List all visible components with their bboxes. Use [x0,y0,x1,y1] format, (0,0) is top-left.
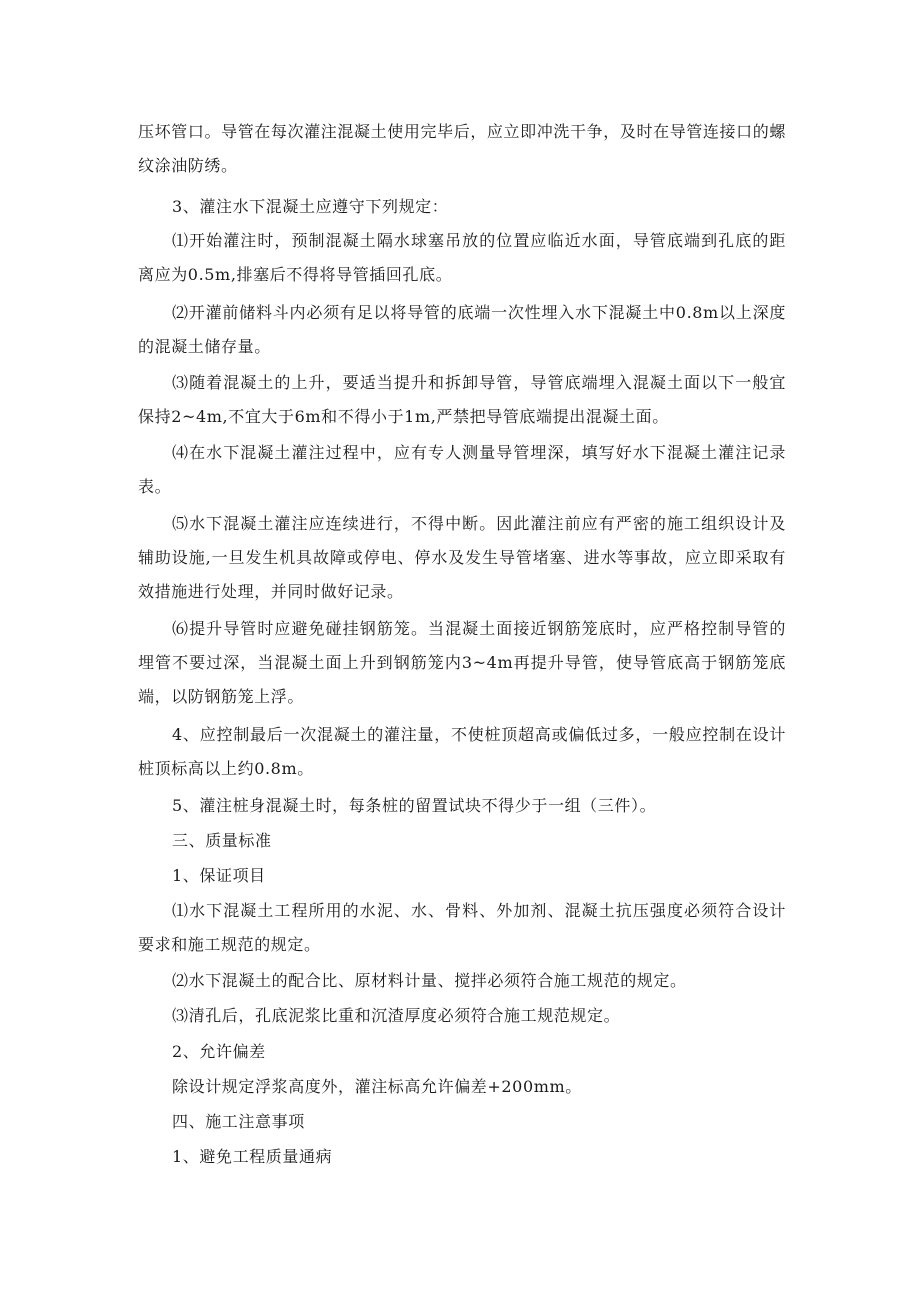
subheading-avoid-quality-defects: 1、避免工程质量通病 [172,1147,333,1166]
paragraph-subitem-6: ⑹提升导管时应避免碰挂钢筋笼。当混凝土面接近钢筋笼底时，应严格控制导管的埋管不要过深，当混凝土面上升到钢筋笼内3~4m再提升导管，使导管底高于钢筋笼底端，以防钢筋笼上浮。 [138,619,786,706]
paragraph-subitem-3: ⑶随着混凝土的上升，要适当提升和拆卸导管，导管底端埋入混凝土面以下一般宜保持2~4m,不宜大于6m和不得小于1m,严禁把导管底端提出混凝土面。 [138,373,786,426]
section-heading-construction-notes: 四、施工注意事项 [172,1112,305,1131]
paragraph-item-5: 5、灌注桩身混凝土时，每条桩的留置试块不得少于一组（三件）。 [172,796,657,815]
subheading-guarantee-items: 1、保证项目 [172,866,266,885]
paragraph-item-4: 4、应控制最后一次混凝土的灌注量，不使桩顶超高或偏低过多，一般应控制在设计桩顶标高以上约0.8m。 [138,725,786,778]
paragraph-item-3: 3、灌注水下混凝土应遵守下列规定： [172,197,449,216]
paragraph-subitem-2: ⑵开灌前储料斗内必须有足以将导管的底端一次性埋入水下混凝土中0.8m以上深度的混凝土储存量。 [138,303,786,356]
paragraph-subitem-1: ⑴开始灌注时，预制混凝土隔水球塞吊放的位置应临近水面，导管底端到孔底的距离应为0.5m,排塞后不得将导管插回孔底。 [138,231,786,284]
paragraph-guarantee-3: ⑶清孔后，孔底泥浆比重和沉渣厚度必须符合施工规范规定。 [172,1006,621,1025]
paragraph-continued-text: 压坏管口。导管在每次灌注混凝土使用完毕后，应立即冲洗干争，及时在导管连接口的螺纹涂油防绣。 [138,122,786,175]
section-heading-quality-standard: 三、质量标准 [172,831,272,850]
paragraph-deviation-text: 除设计规定浮浆高度外，灌注标高允许偏差+200mm。 [172,1077,582,1096]
paragraph-guarantee-1: ⑴水下混凝土工程所用的水泥、水、骨料、外加剂、混凝土抗压强度必须符合设计要求和施工规范的规定。 [138,901,786,954]
paragraph-subitem-5: ⑸水下混凝土灌注应连续进行，不得中断。因此灌注前应有严密的施工组织设计及辅助设施,一旦发生机具故障或停电、停水及发生导管堵塞、进水等事故，应立即采取有效措施进行处理，并同时做好记录。 [138,514,786,601]
paragraph-subitem-4: ⑷在水下混凝土灌注过程中，应有专人测量导管埋深，填写好水下混凝土灌注记录表。 [138,443,786,496]
paragraph-guarantee-2: ⑵水下混凝土的配合比、原材料计量、搅拌必须符合施工规范的规定。 [172,971,687,990]
subheading-allowed-deviation: 2、允许偏差 [172,1042,266,1061]
